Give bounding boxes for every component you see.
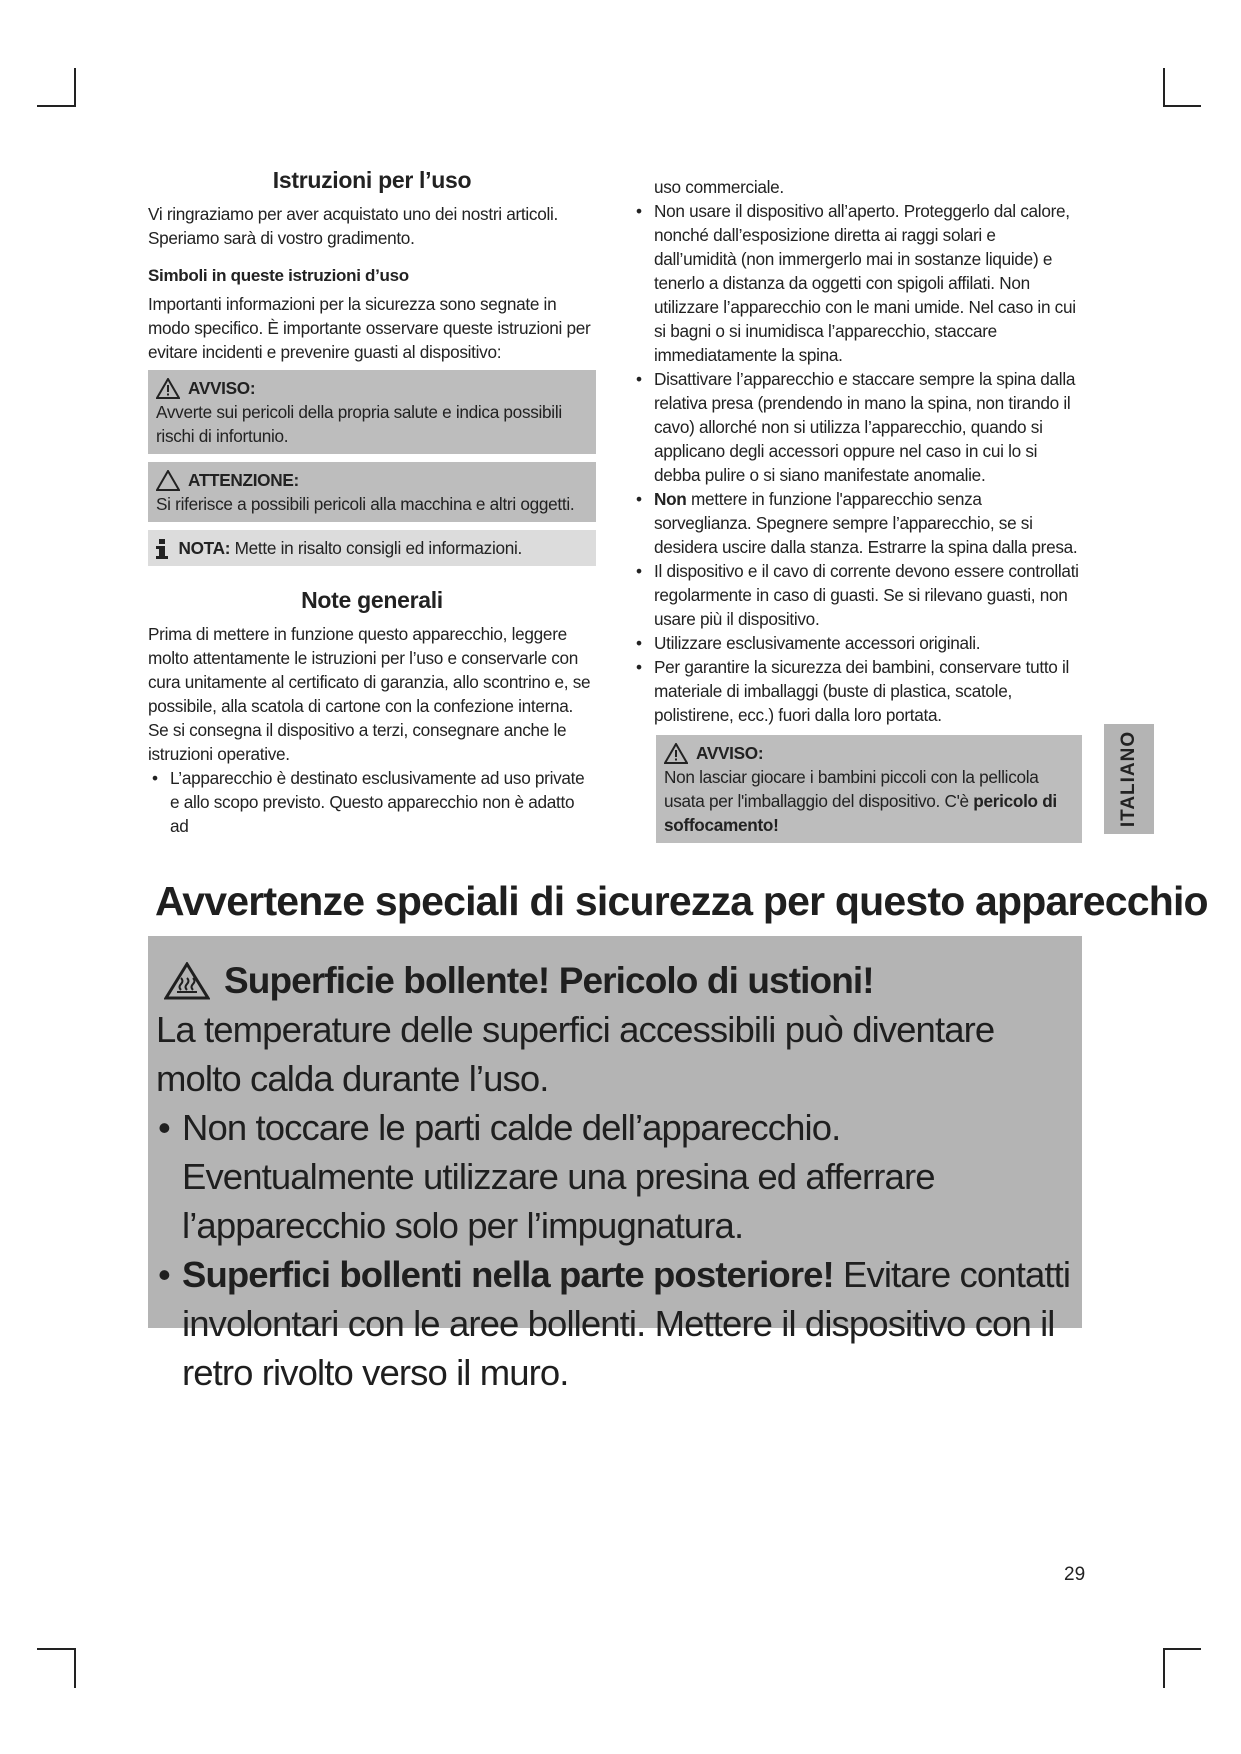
info-icon — [156, 539, 168, 559]
crop-mark — [74, 1648, 76, 1688]
symbols-text: Importanti informazioni per la sicurezza sono segnate in modo specifico. È importante osservare queste istruzioni per evitare incidenti e prevenire guasti al dispositivo: — [148, 294, 591, 362]
special-warnings-heading: Avvertenze speciali di sicurezza per questo apparecchio — [155, 878, 1208, 924]
crop-mark — [1163, 1648, 1201, 1650]
attenzione-box — [148, 462, 596, 522]
bullet-list — [156, 1103, 1072, 1397]
avviso-text: Avverte sui pericoli della propria salute e indica possibili rischi di infortunio. — [156, 402, 562, 446]
attenzione-text: Si riferisce a possibili pericoli alla macchina e altri oggetti. — [156, 494, 575, 514]
list-item: • Per garantire la sicurezza dei bambini, conservare tutto il materiale di imballaggi (buste di plastica, scatole, polistirene, ecc.) fuori dalla loro portata. — [632, 655, 1082, 727]
intro-line: Vi ringraziamo per aver acquistato uno dei nostri articoli. — [148, 204, 558, 224]
avviso-label: AVVISO: — [696, 743, 764, 763]
avviso-box-children — [656, 735, 1082, 843]
continued-text: uso commerciale. — [654, 177, 784, 197]
page-title: Istruzioni per l’uso — [272, 167, 472, 193]
crop-mark — [1163, 1648, 1165, 1688]
avviso-box — [148, 370, 596, 454]
nota-box — [148, 530, 596, 566]
attenzione-label: ATTENZIONE: — [188, 470, 299, 490]
language-tab — [1104, 724, 1154, 834]
crop-mark — [37, 1648, 75, 1650]
avviso-text — [664, 765, 1074, 837]
crop-mark — [1163, 68, 1165, 107]
intro-line: Speriamo sarà di vostro gradimento. — [148, 228, 415, 248]
bold-text: Non — [654, 489, 687, 509]
item-text: mettere in funzione l'apparecchio senza sorveglianza. Spegnere sempre l’apparecchio, se si desidera uscire dalla stanza. Estrarre la spina dalla presa. — [654, 489, 1078, 557]
avviso-text-plain: Non lasciar giocare i bambini piccoli con la pellicola usata per l'imballaggio del dispositivo. C'è — [664, 767, 1039, 811]
bullet-list — [632, 199, 1082, 727]
hot-surface-icon — [164, 962, 210, 1000]
hot-surface-heading: Superficie bollente! Pericolo di ustioni! — [224, 960, 874, 1001]
section-heading: Note generali — [301, 587, 443, 613]
crop-mark — [37, 105, 75, 107]
caution-triangle-icon — [156, 470, 180, 491]
symbols-heading: Simboli in queste istruzioni d’uso — [148, 266, 409, 285]
list-item: • Utilizzare esclusivamente accessori originali. — [632, 631, 1082, 655]
bullet-list — [148, 766, 596, 838]
right-column — [632, 175, 1082, 843]
item-text: Evitare contatti involontari con le aree bollenti. Mettere il dispositivo con il retro rivolto verso il muro. — [182, 1254, 1071, 1393]
warning-triangle-icon — [156, 378, 180, 399]
list-item: • Non toccare le parti calde dell’apparecchio. Eventualmente utilizzare una presina ed afferrare l’apparecchio solo per l’impugnatura. — [156, 1103, 1072, 1250]
bold-text: Superfici bollenti nella parte posteriore! — [182, 1254, 834, 1295]
page-number: 29 — [1064, 1564, 1086, 1585]
list-item: • Non usare il dispositivo all’aperto. Proteggerlo dal calore, nonché dall’esposizione diretta ai raggi solari e dall’umidità (non immergerlo mai in sostanze liquide) e tenerlo a distanza da oggetti con spigoli affilati. Non utilizzare l’apparecchio con le mani umide. Nel caso in cui si bagni o si inumidisca l’apparecchio, staccare immediatamente la spina. — [632, 199, 1082, 367]
hot-surface-text: La temperature delle superfici accessibili può diventare molto calda durante l’uso. — [156, 1009, 995, 1099]
nota-text: Mette in risalto consigli ed informazioni. — [234, 538, 522, 558]
crop-mark — [1163, 105, 1201, 107]
avviso-text-bold: pericolo di soffocamento! — [664, 791, 1057, 835]
language-label: ITALIANO — [1118, 730, 1139, 828]
list-item: • Il dispositivo e il cavo di corrente devono essere controllati regolarmente in caso di guasti. Se si rilevano guasti, non usare più il dispositivo. — [632, 559, 1082, 631]
list-item — [632, 487, 1082, 559]
hot-surface-box — [148, 936, 1082, 1393]
avviso-label: AVVISO: — [188, 378, 256, 398]
crop-mark — [74, 68, 76, 107]
note-text: Prima di mettere in funzione questo apparecchio, leggere molto attentamente le istruzioni per l’uso e conservarle con cura unitamente al certificato di garanzia, allo scontrino e, se possibile, alla scatola di cartone con la confezione interna. Se si consegna il dispositivo a terzi, consegnare anche le istruzioni operative. — [148, 624, 591, 764]
list-item: • L’apparecchio è destinato esclusivamente ad uso private e allo scopo previsto. Questo apparecchio non è adatto ad — [148, 766, 596, 838]
nota-label: NOTA: — [178, 538, 231, 558]
list-item — [156, 1250, 1072, 1397]
warning-triangle-icon — [664, 743, 688, 764]
list-item: • Disattivare l’apparecchio e staccare sempre la spina dalla relativa presa (prendendo in mano la spina, non tirando il cavo) allorché non si utilizza l’apparecchio, quando si applicano degli accessori oppure nel caso in cui lo si debba pulire o si siano manifestate anomalie. — [632, 367, 1082, 487]
left-column — [148, 168, 596, 838]
